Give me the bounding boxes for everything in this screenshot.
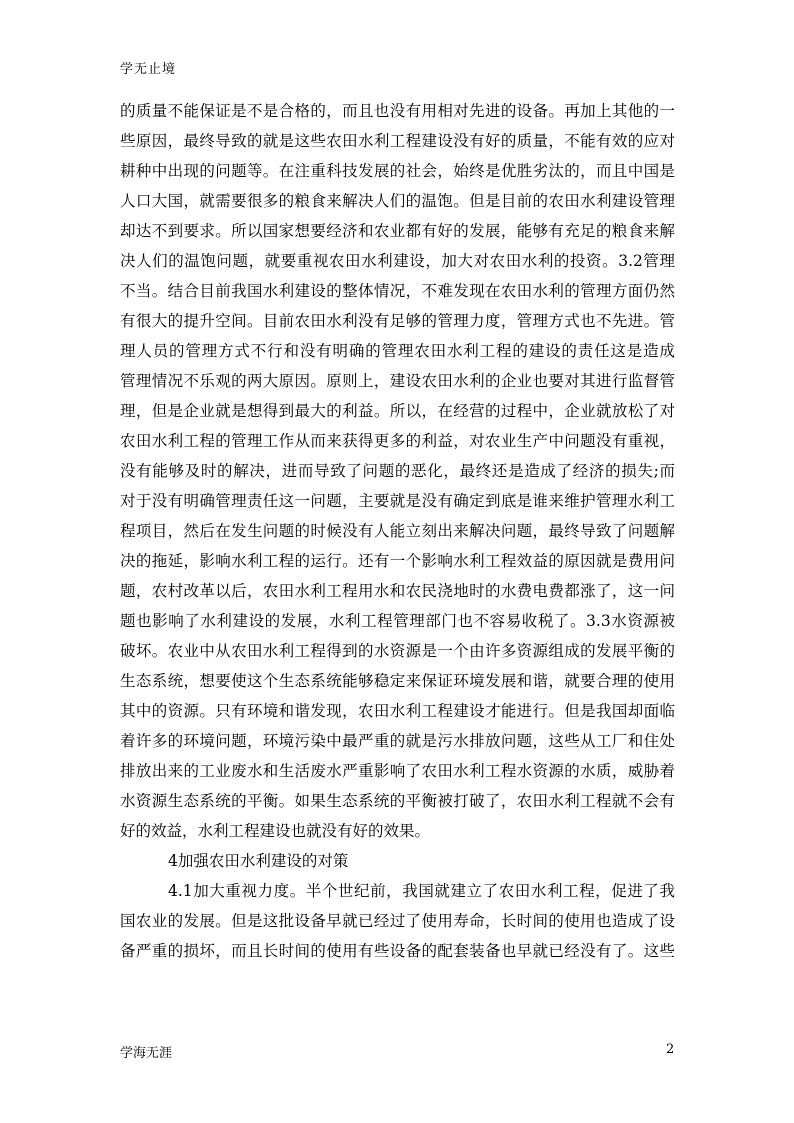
body-line: 耕种中出现的问题等。在注重科技发展的社会，始终是优胜劣汰的，而且中国是 <box>120 162 675 180</box>
body-line: 却达不到要求。所以国家想要经济和农业都有好的发展，能够有充足的粮食来解 <box>120 222 675 240</box>
body-line: 农田水利工程的管理工作从而来获得更多的利益，对农业生产中问题没有重视， <box>120 432 675 450</box>
body-line: 题，农村改革以后，农田水利工程用水和农民浇地时的水费电费都涨了，这一问 <box>120 582 675 600</box>
body-line: 没有能够及时的解决，进而导致了问题的恶化，最终还是造成了经济的损失;而 <box>120 462 675 480</box>
body-line: 理，但是企业就是想得到最大的利益。所以，在经营的过程中，企业就放松了对 <box>120 402 675 420</box>
body-line: 对于没有明确管理责任这一问题，主要就是没有确定到底是谁来维护管理水利工 <box>120 492 675 510</box>
body-line: 其中的资源。只有环境和谐发现，农田水利工程建设才能进行。但是我国却面临 <box>120 702 675 720</box>
body-line: 管理情况不乐观的两大原因。原则上，建设农田水利的企业也要对其进行监督管 <box>120 372 675 390</box>
body-line: 不当。结合目前我国水利建设的整体情况，不难发现在农田水利的管理方面仍然 <box>120 282 675 300</box>
body-line: 理人员的管理方式不行和没有明确的管理农田水利工程的建设的责任这是造成 <box>120 342 675 360</box>
body-line: 有很大的提升空间。目前农田水利没有足够的管理力度，管理方式也不先进。管 <box>120 312 675 330</box>
section-heading: 4加强农田水利建设的对策 <box>168 852 349 870</box>
section-line: 4.1加大重视力度。半个世纪前，我国就建立了农田水利工程，促进了我 <box>168 882 675 900</box>
body-line: 水资源生态系统的平衡。如果生态系统的平衡被打破了，农田水利工程就不会有 <box>120 792 675 810</box>
body-line: 题也影响了水利建设的发展，水利工程管理部门也不容易收税了。3.3水资源被 <box>120 612 675 630</box>
body-line: 些原因，最终导致的就是这些农田水利工程建设没有好的质量，不能有效的应对 <box>120 132 675 150</box>
page-footer: 学海无涯 <box>120 1046 173 1061</box>
body-line: 决的拖延，影响水利工程的运行。还有一个影响水利工程效益的原因就是费用问 <box>120 552 675 570</box>
page-header: 学无止境 <box>120 62 177 77</box>
body-line: 排放出来的工业废水和生活废水严重影响了农田水利工程水资源的水质，威胁着 <box>120 762 675 780</box>
body-line: 决人们的温饱问题，就要重视农田水利建设，加大对农田水利的投资。3.2管理 <box>120 252 675 270</box>
body-line: 好的效益，水利工程建设也就没有好的效果。 <box>120 822 431 840</box>
section-line: 国农业的发展。但是这批设备早就已经过了使用寿命，长时间的使用也造成了设 <box>120 912 675 930</box>
body-line: 破坏。农业中从农田水利工程得到的水资源是一个由许多资源组成的发展平衡的 <box>120 642 675 660</box>
body-line: 的质量不能保证是不是合格的，而且也没有用相对先进的设备。再加上其他的一 <box>120 102 675 120</box>
body-line: 人口大国，就需要很多的粮食来解决人们的温饱。但是目前的农田水利建设管理 <box>120 192 675 210</box>
section-line: 备严重的损坏，而且长时间的使用有些设备的配套装备也早就已经没有了。这些 <box>120 942 675 960</box>
page-number: 2 <box>666 1042 675 1057</box>
body-line: 着许多的环境问题，环境污染中最严重的就是污水排放问题，这些从工厂和住处 <box>120 732 675 750</box>
body-line: 生态系统，想要使这个生态系统能够稳定来保证环境发展和谐，就要合理的使用 <box>120 672 675 690</box>
document-body <box>120 96 675 966</box>
body-line: 程项目，然后在发生问题的时候没有人能立刻出来解决问题，最终导致了问题解 <box>120 522 675 540</box>
